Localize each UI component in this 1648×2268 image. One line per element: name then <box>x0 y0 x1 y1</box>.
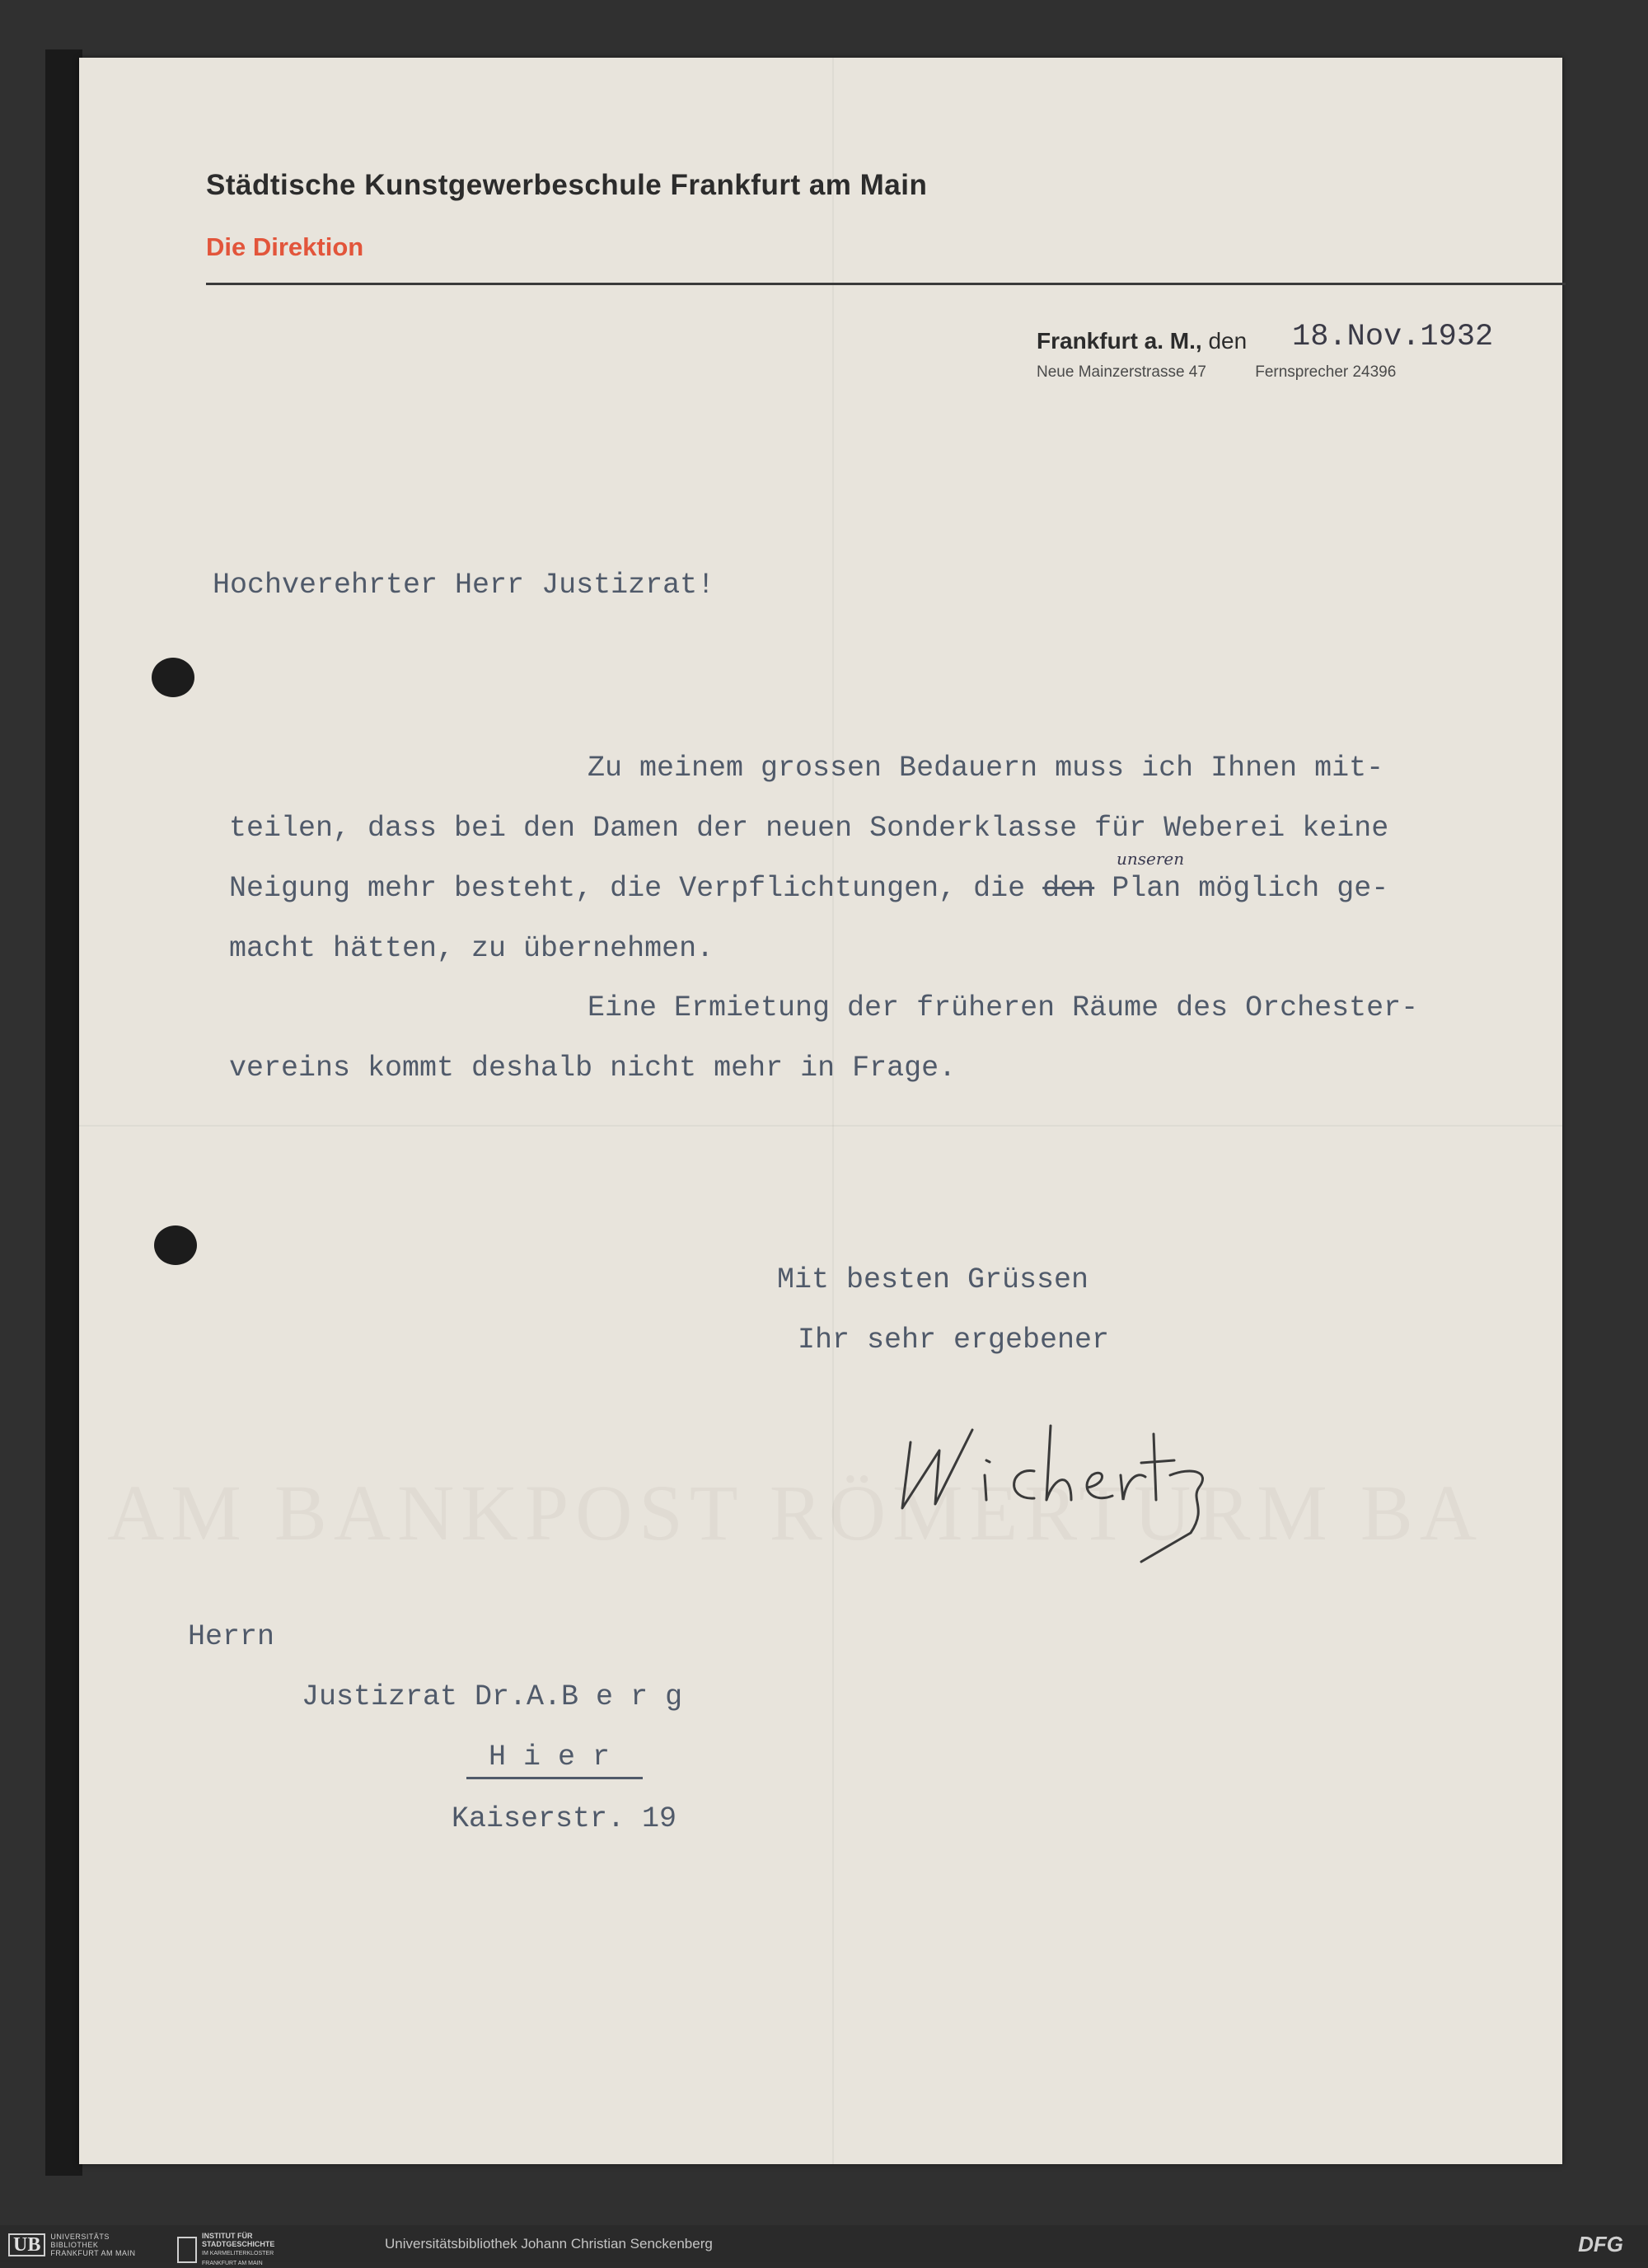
ub-logo-text <box>50 2233 135 2257</box>
phone-number: Fernsprecher 24396 <box>1255 363 1397 381</box>
street-address: Neue Mainzerstrasse 47 <box>1037 363 1206 381</box>
isg-logo-text <box>202 2232 274 2268</box>
body-line: teilen, dass bei den Damen der neuen Sonderklasse für Weberei keine <box>229 812 1389 845</box>
letter-date: 18.Nov.1932 <box>1292 320 1494 354</box>
vertical-fold-line <box>832 58 834 2164</box>
body-line: Eine Ermietung der früheren Räume des Orchester- <box>588 991 1419 1024</box>
recipient-salutation: Herrn <box>188 1620 275 1653</box>
viewer-footer <box>0 2225 1648 2266</box>
address-line <box>1037 363 1396 382</box>
isg-mark-icon <box>177 2237 197 2263</box>
isg-logo-line: IM KARMELITERKLOSTER <box>202 2251 274 2256</box>
body-line-start: Neigung mehr besteht, die Verpflichtungen, die <box>229 872 1043 905</box>
body-line: vereins kommt deshalb nicht mehr in Frage. <box>229 1052 957 1085</box>
isg-logo-line: FRANKFURT AM MAIN <box>202 2261 263 2266</box>
handwritten-insertion: unseren <box>1117 849 1185 869</box>
closing-line: Ihr sehr ergebener <box>798 1324 1110 1357</box>
recipient-street: Kaiserstr. 19 <box>452 1802 677 1835</box>
den-word: den <box>1208 328 1248 354</box>
isg-logo-line: STADTGESCHICHTE <box>202 2240 275 2248</box>
handwritten-signature <box>894 1385 1290 1566</box>
horizontal-fold-line <box>79 1125 1562 1127</box>
paper-watermark: AM BANKPOST RÖMERTURM BA <box>107 1469 1484 1557</box>
place-line <box>1037 328 1247 354</box>
ub-logo[interactable] <box>8 2233 136 2257</box>
recipient-name: Justizrat Dr.A.B e r g <box>302 1680 683 1713</box>
punch-hole <box>152 658 194 697</box>
body-line <box>229 872 1388 905</box>
body-line: macht hätten, zu übernehmen. <box>229 932 714 965</box>
ub-mark-icon: UB <box>8 2233 45 2256</box>
isg-logo-line: INSTITUT FÜR <box>202 2232 253 2240</box>
footer-credit: Universitätsbibliothek Johann Christian Senckenberg <box>385 2236 713 2252</box>
department-name: Die Direktion <box>206 232 364 261</box>
body-line-end: Plan möglich ge- <box>1094 872 1389 905</box>
closing-line: Mit besten Grüssen <box>777 1263 1089 1296</box>
ub-logo-line: UNIVERSITÄTS <box>50 2233 110 2241</box>
struck-word: den <box>1042 872 1095 905</box>
locality-underline <box>466 1777 643 1779</box>
isg-logo[interactable] <box>177 2232 274 2268</box>
ub-logo-line: BIBLIOTHEK <box>50 2241 99 2249</box>
recipient-locality: H i e r <box>489 1741 611 1774</box>
binding-strip <box>45 49 82 2176</box>
place-name: Frankfurt a. M., <box>1037 328 1202 354</box>
ub-logo-line: FRANKFURT AM MAIN <box>50 2249 136 2257</box>
body-line: Zu meinem grossen Bedauern muss ich Ihnen mit- <box>588 752 1384 785</box>
punch-hole <box>154 1225 197 1265</box>
salutation: Hochverehrter Herr Justizrat! <box>213 569 715 602</box>
dfg-logo[interactable]: DFG <box>1578 2232 1623 2256</box>
letterhead-rule <box>206 283 1566 285</box>
institution-name: Städtische Kunstgewerbeschule Frankfurt am Main <box>206 169 928 201</box>
